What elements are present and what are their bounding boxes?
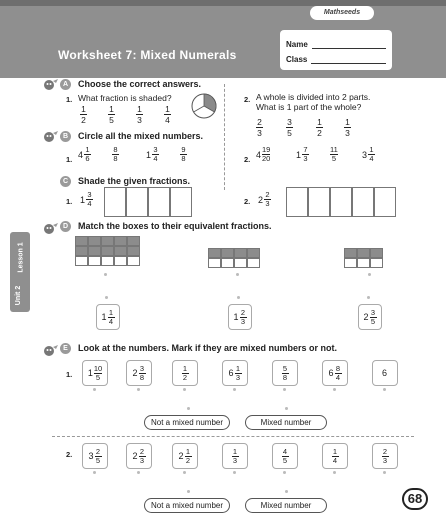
fraction [182,365,189,382]
e-number-card[interactable] [82,360,108,386]
denominator: 5 [109,115,114,125]
seed-character-icon [42,344,60,358]
fraction [262,146,270,163]
denominator: 3 [257,128,262,138]
grid-cell [75,256,88,266]
denominator: 20 [262,154,271,163]
whole-number: 3 [88,451,94,461]
numerator: 3 [370,307,376,317]
header-banner [0,0,446,78]
fraction [282,365,289,382]
whole-number: 1 [87,368,93,378]
target-dot [183,388,186,391]
fraction [335,365,342,382]
target-dot [333,388,336,391]
e-number-card[interactable] [372,360,398,386]
grid-cell [208,258,221,268]
numerator: 1 [369,145,374,154]
grid-cell [357,258,370,268]
whole-number: 2 [363,312,369,322]
e-number-card[interactable] [372,443,398,469]
numerator: 1 [232,446,238,456]
fraction [232,448,239,465]
numerator: 1 [332,446,338,456]
denominator: 3 [232,455,238,465]
mixed-number-button[interactable]: Mixed number [245,498,327,513]
target-dot [383,388,386,391]
denominator: 2 [185,455,191,465]
b-q1-number-option[interactable] [146,146,159,163]
fraction [112,146,119,163]
grid-cell [75,246,88,256]
grid-cell [344,248,357,258]
numerator: 7 [303,145,308,154]
unit-label: Unit 2 [15,285,23,306]
fraction [332,448,339,465]
c-q2-number: 2. [244,197,251,206]
a-q2-number: 2. [244,95,251,104]
shading-box[interactable] [308,187,330,217]
d-fraction-card[interactable] [358,304,382,330]
section-b-instruction: Circle all the mixed numbers. [78,131,204,141]
target-dot [233,471,236,474]
grid-cell [101,256,114,266]
shading-box[interactable] [148,187,170,217]
shading-box[interactable] [170,187,192,217]
section-e-instruction: Look at the numbers. Mark if they are mixed numbers or not. [78,343,338,353]
header-top-bar [0,0,446,6]
lesson-side-tab [10,232,30,312]
name-label: Name [286,40,308,49]
whole-number: 1 [101,312,107,322]
whole-number: 6 [328,368,334,378]
grid-cell [88,256,101,266]
shading-box[interactable] [330,187,352,217]
fraction [282,448,289,465]
fraction [152,146,159,163]
numerator: 2 [240,307,246,317]
numerator: 1 [182,363,188,373]
fraction [84,146,91,163]
b-q2-number: 2. [244,155,251,164]
e-number-card[interactable] [222,360,248,386]
e-card-number [182,365,189,382]
shading-box[interactable] [286,187,308,217]
whole-number: 2 [178,451,184,461]
numerator: 1 [165,104,170,114]
a-q1-option[interactable] [164,104,171,125]
denominator: 4 [165,115,170,125]
e-number-card[interactable] [126,360,152,386]
shading-box[interactable] [374,187,396,217]
numerator: 1 [235,363,241,373]
d-card-number [233,309,246,326]
grid-cell [370,248,383,258]
target-dot [183,471,186,474]
e-card-number [232,448,239,465]
denominator: 8 [282,372,288,382]
numerator: 2 [382,446,388,456]
b-q1-number: 1. [66,155,73,164]
target-dot [104,273,107,276]
target-dot [367,296,370,299]
row-divider [52,436,414,437]
d-card-number [101,309,114,326]
numerator: 1 [109,104,114,114]
fraction [94,365,102,382]
a-q1-option[interactable] [108,104,115,125]
numerator: 2 [257,117,262,127]
grid-cell [127,246,140,256]
denominator: 8 [181,154,186,163]
target-dot [285,490,288,493]
e-q1-number: 1. [66,370,73,379]
whole-number: 1 [146,149,152,160]
e-number-card[interactable] [322,360,348,386]
denominator: 3 [235,372,241,382]
denominator: 3 [303,154,308,163]
grid-cell [114,236,127,246]
e-card-number [132,448,145,465]
fraction [235,365,242,382]
numerator: 3 [139,363,145,373]
e-card-number [282,448,289,465]
seed-character-icon [42,78,60,92]
fraction [382,448,389,465]
numerator: 4 [282,446,288,456]
seed-character-icon [42,130,60,144]
grid-cell [247,258,260,268]
section-b-badge: B [60,131,71,142]
target-dot [93,388,96,391]
fraction [185,448,192,465]
class-label: Class [286,55,308,64]
target-dot [283,388,286,391]
target-dot [137,471,140,474]
c-q2-fraction: 2 $\frac{2}{3}$ [258,190,270,208]
whole-number: 4 [256,149,262,160]
denominator: 5 [331,154,336,163]
c-q1-number: 1. [66,197,73,206]
numerator: 1 [345,117,350,127]
e-number-card[interactable] [172,443,198,469]
e-card-number [382,448,389,465]
target-dot [333,471,336,474]
not-mixed-number-button[interactable]: Not a mixed number [144,415,230,430]
numerator: 9 [181,145,186,154]
a-q2-option[interactable] [316,117,323,138]
b-q2-number-option[interactable] [330,146,338,163]
numerator: 3 [287,117,292,127]
numerator: 1 [85,145,90,154]
grid-cell [234,248,247,258]
whole-number: 6 [228,368,234,378]
grid-cell [88,246,101,256]
b-q2-number-option[interactable] [296,146,309,163]
fraction [95,448,102,465]
a-q1-option[interactable] [136,104,143,125]
section-d-badge: D [60,221,71,232]
target-dot [383,471,386,474]
target-dot [187,490,190,493]
denominator: 2 [182,372,188,382]
fraction [139,365,146,382]
seed-character-icon [42,222,60,236]
denominator: 3 [240,316,246,326]
grid-cell [127,236,140,246]
denominator: 6 [85,154,90,163]
a-q2-option[interactable] [256,117,263,138]
numerator: 8 [113,145,118,154]
b-q1-number-option[interactable] [78,146,91,163]
target-dot [285,407,288,410]
a-q2-option[interactable] [286,117,293,138]
denominator: 5 [370,316,376,326]
denominator: 2 [317,128,322,138]
numerator: 1 [317,117,322,127]
shading-box[interactable] [126,187,148,217]
whole-number: 2 [132,451,138,461]
numerator: 11 [330,145,338,154]
a-q2-option[interactable] [344,117,351,138]
target-dot [137,388,140,391]
denominator: 4 [332,455,338,465]
denominator: 3 [139,455,145,465]
e-number-card[interactable] [222,443,248,469]
b-q2-number-option[interactable] [362,146,375,163]
e-number-card[interactable] [322,443,348,469]
target-dot [105,296,108,299]
fraction [108,309,115,326]
d-card-number [363,309,376,326]
whole-number: 4 [78,149,84,160]
numerator: 1 [185,446,191,456]
a-q1-text: What fraction is shaded? [78,93,172,103]
target-dot [236,273,239,276]
e-card-number [332,448,339,465]
a-q1-number: 1. [66,95,73,104]
grid-cell [88,236,101,246]
shaded-circle-image [191,93,217,119]
grid-cell [101,246,114,256]
page-title: Worksheet 7: Mixed Numerals [58,48,237,62]
whole-number: 2 [132,368,138,378]
target-dot [237,296,240,299]
a-q2-text-line2: What is 1 part of the whole? [256,102,362,112]
grid-cell [344,258,357,268]
b-q1-number-option[interactable] [112,146,119,163]
denominator: 3 [345,128,350,138]
d-fraction-card[interactable] [228,304,252,330]
grid-cell [127,256,140,266]
denominator: 5 [282,455,288,465]
denominator: 5 [95,455,101,465]
e-card-number [282,365,289,382]
e-card-number [88,365,102,382]
whole-number: 1 [296,149,302,160]
e-number-card[interactable] [272,360,298,386]
section-a-instruction: Choose the correct answers. [78,79,202,89]
name-field[interactable] [312,40,386,49]
numerator: 1 [81,104,86,114]
denominator: 2 [81,115,86,125]
numerator: 3 [153,145,158,154]
fraction [302,146,309,163]
fraction [330,146,338,163]
denominator: 8 [113,154,118,163]
lesson-label: Lesson 1 [17,242,25,273]
whole-number: 1 [233,312,239,322]
section-c-instruction: Shade the given fractions. [78,176,191,186]
page-number: 68 [402,488,428,510]
e-number-card[interactable] [172,360,198,386]
grid-cell [114,246,127,256]
numerator: 1 [137,104,142,114]
not-mixed-number-button[interactable]: Not a mixed number [144,498,230,513]
target-dot [283,471,286,474]
denominator: 3 [137,115,142,125]
fraction [370,309,377,326]
numerator: 2 [139,446,145,456]
name-class-box [280,30,392,70]
denominator: 4 [108,316,114,326]
section-c-badge: C [60,176,71,187]
a-q1-option[interactable] [80,104,87,125]
denominator: 5 [287,128,292,138]
a-q2-text-line1: A whole is divided into 2 parts. [256,92,371,102]
d-fraction-card[interactable] [96,304,120,330]
shading-box[interactable] [104,187,126,217]
section-d-instruction: Match the boxes to their equivalent fractions. [78,221,272,231]
section-a-badge: A [60,79,71,90]
numerator: 19 [262,145,271,154]
fraction [180,146,187,163]
grid-cell [370,258,383,268]
denominator: 8 [139,372,145,382]
column-divider [224,84,225,190]
numerator: 10 [93,363,103,373]
grid-cell [101,236,114,246]
e-card-number [382,368,388,378]
e-card-number [88,448,101,465]
grid-cell [221,258,234,268]
grid-cell [357,248,370,258]
denominator: 4 [153,154,158,163]
fraction [240,309,247,326]
fraction [139,448,146,465]
e-q2-number: 2. [66,450,73,459]
whole-number: 6 [381,368,387,378]
fraction [368,146,375,163]
numerator: 1 [108,307,114,317]
target-dot [93,471,96,474]
e-number-card[interactable] [82,443,108,469]
mathseeds-logo: Mathseeds [310,6,374,20]
whole-number: 3 [362,149,368,160]
target-dot [368,273,371,276]
numerator: 2 [95,446,101,456]
grid-cell [75,236,88,246]
denominator: 5 [95,372,101,382]
target-dot [187,407,190,410]
denominator: 4 [335,372,341,382]
denominator: 4 [369,154,374,163]
c-q1-fraction: 1 $\frac{3}{4}$ [80,190,92,208]
grid-cell [221,248,234,258]
b-q2-number-option[interactable] [256,146,270,163]
e-number-card[interactable] [126,443,152,469]
grid-cell [247,248,260,258]
e-number-card[interactable] [272,443,298,469]
grid-cell [114,256,127,266]
class-field[interactable] [311,55,386,64]
mixed-number-button[interactable]: Mixed number [245,415,327,430]
e-card-number [132,365,145,382]
numerator: 5 [282,363,288,373]
denominator: 3 [382,455,388,465]
shading-box[interactable] [352,187,374,217]
e-card-number [228,365,241,382]
grid-cell [208,248,221,258]
e-card-number [178,448,191,465]
e-card-number [328,365,341,382]
b-q1-number-option[interactable] [180,146,187,163]
target-dot [233,388,236,391]
grid-cell [234,258,247,268]
numerator: 8 [335,363,341,373]
section-e-badge: E [60,343,71,354]
